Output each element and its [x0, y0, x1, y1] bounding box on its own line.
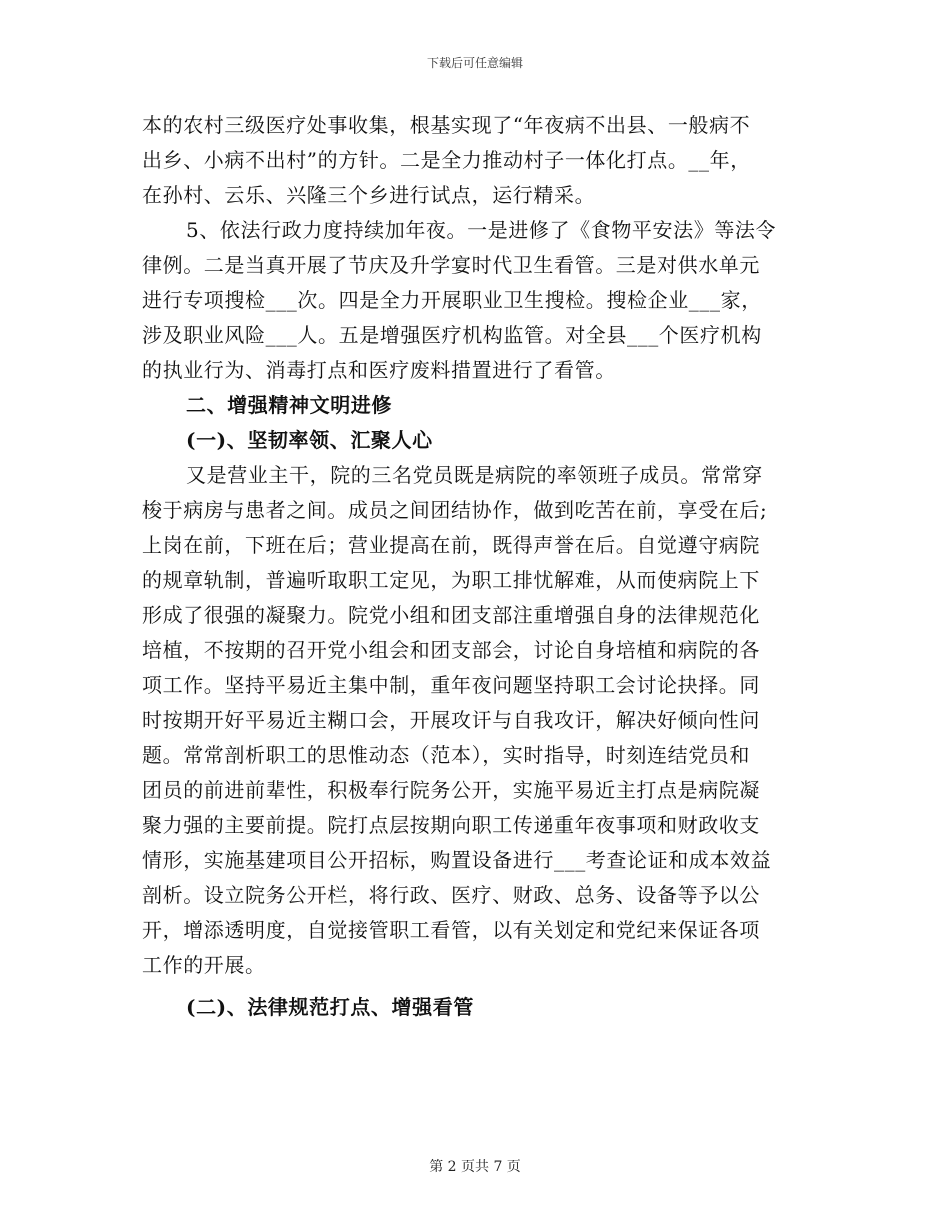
body-line: 开，增添透明度，自觉接管职工看管，以有关划定和党纪来保证各项 [142, 918, 760, 942]
section-heading: 二、增强精神文明进修 [186, 393, 392, 417]
body-line: 团员的前进前辈性，积极奉行院务公开，实施平易近主打点是病院凝 [142, 778, 760, 802]
body-line: 梭于病房与患者之间。成员之间团结协作，做到吃苦在前，享受在后; [142, 498, 768, 522]
subsection-heading: (一)、坚韧率领、汇聚人心 [186, 428, 433, 452]
body-line: 情形，实施基建项目公开招标，购置设备进行___考查论证和成本效益 [142, 848, 772, 872]
body-line: 在孙村、云乐、兴隆三个乡进行试点，运行精采。 [142, 183, 596, 207]
body-line: 的执业行为、消毒打点和医疗废料措置进行了看管。 [142, 358, 616, 382]
body-line: 时按期开好平易近主糊口会，开展攻讦与自我攻讦，解决好倾向性问 [142, 708, 760, 732]
body-line: 剖析。设立院务公开栏，将行政、医疗、财政、总务、设备等予以公 [142, 883, 760, 907]
body-line: 聚力强的主要前提。院打点层按期向职工传递重年夜事项和财政收支 [142, 813, 760, 837]
document-body [142, 108, 808, 1025]
body-line: 5、依法行政力度持续加年夜。一是进修了《食物平安法》等法令 [186, 218, 777, 242]
subsection-heading: (二)、法律规范打点、增强看管 [186, 995, 474, 1019]
body-line: 涉及职业风险___人。五是增强医疗机构监管。对全县___个医疗机构 [142, 323, 762, 347]
body-line: 出乡、小病不出村”的方针。二是全力推动村子一体化打点。__年， [142, 148, 751, 172]
body-line: 题。常常剖析职工的思惟动态（范本），实时指导，时刻连结党员和 [142, 743, 750, 767]
page-header: 下载后可任意编辑 [426, 56, 523, 70]
body-line: 进行专项搜检___次。四是全力开展职业卫生搜检。搜检企业___家， [142, 288, 762, 312]
body-line: 律例。二是当真开展了节庆及升学宴时代卫生看管。三是对供水单元 [142, 253, 760, 277]
body-line: 又是营业主干，院的三名党员既是病院的率领班子成员。常常穿 [186, 463, 763, 487]
body-line: 本的农村三级医疗处事收集，根基实现了“年夜病不出县、一般病不 [142, 113, 751, 137]
body-line: 形成了很强的凝聚力。院党小组和团支部注重增强自身的法律规范化 [142, 603, 760, 627]
body-line: 培植，不按期的召开党小组会和团支部会，讨论自身培植和病院的各 [142, 638, 760, 662]
body-line: 项工作。坚持平易近主集中制，重年夜问题坚持职工会讨论抉择。同 [142, 673, 760, 697]
body-line: 的规章轨制，普遍听取职工定见，为职工排忧解难，从而使病院上下 [142, 568, 760, 592]
page-footer: 第 2 页共 7 页 [429, 1159, 521, 1175]
body-line: 工作的开展。 [142, 953, 266, 977]
body-line: 上岗在前，下班在后；营业提高在前，既得声誉在后。自觉遵守病院 [142, 533, 760, 557]
